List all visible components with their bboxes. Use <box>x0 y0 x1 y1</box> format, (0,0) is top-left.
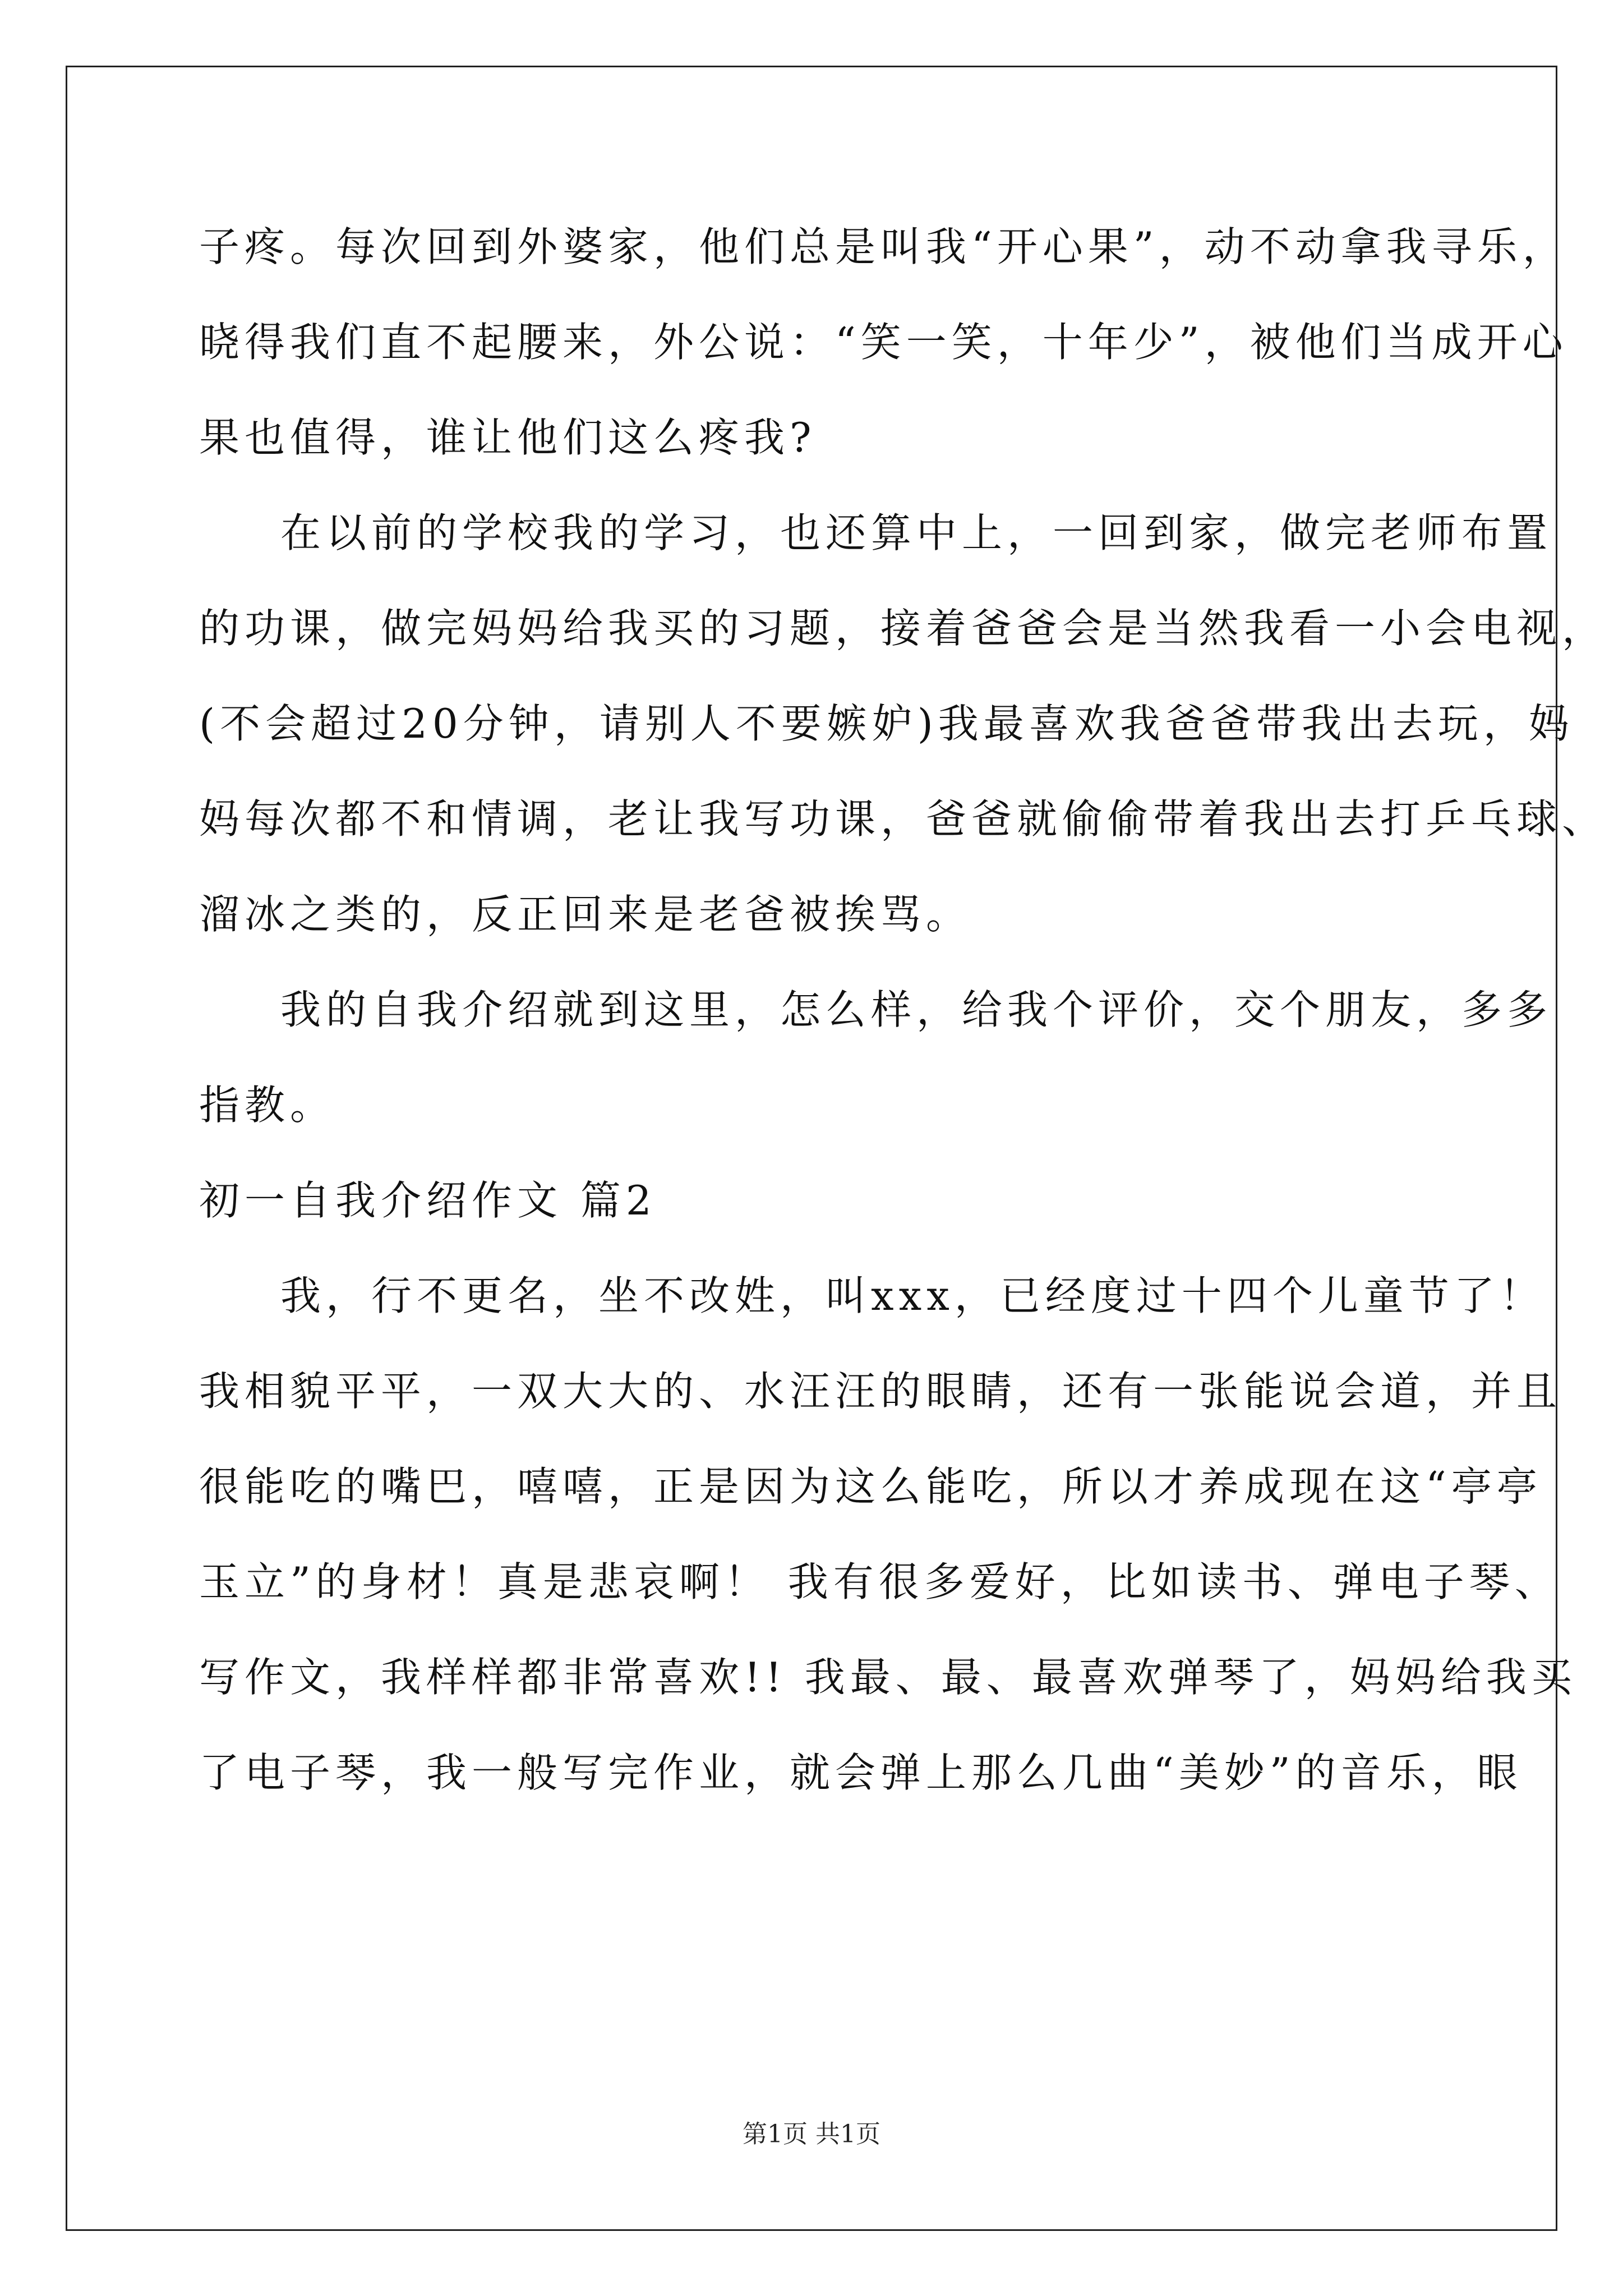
body-text-line: 我，行不更名，坐不改姓，叫xxx，已经度过十四个儿童节了！ <box>280 1272 1545 1319</box>
page-number-footer: 第1页 共1页 <box>743 2120 880 2148</box>
body-text-line: 我相貌平平，一双大大的、水汪汪的眼睛，还有一张能说会道，并且 <box>199 1368 1562 1415</box>
body-text-line: 写作文，我样样都非常喜欢!! 我最、最、最喜欢弹琴了，妈妈给我买 <box>199 1654 1577 1701</box>
section-heading: 初一自我介绍作文 篇2 <box>199 1177 657 1224</box>
body-text-line: (不会超过20分钟，请别人不要嫉妒)我最喜欢我爸爸带我出去玩，妈 <box>199 700 1574 747</box>
body-text-line: 溜冰之类的，反正回来是老爸被挨骂。 <box>199 891 972 938</box>
page-border <box>66 66 1557 2231</box>
body-text-line: 指教。 <box>199 1082 336 1129</box>
body-text-line: 子疼。每次回到外婆家，他们总是叫我“开心果”，动不动拿我寻乐， <box>199 223 1568 270</box>
body-text-line: 我的自我介绍就到这里，怎么样，给我个评价，交个朋友，多多 <box>280 986 1553 1033</box>
body-text-line: 了电子琴，我一般写完作业，就会弹上那么几曲“美妙”的音乐，眼 <box>199 1749 1523 1796</box>
body-text-line: 玉立”的身材！真是悲哀啊！ 我有很多爱好，比如读书、弹电子琴、 <box>199 1558 1560 1605</box>
body-text-line: 晓得我们直不起腰来，外公说：“笑一笑，十年少”，被他们当成开心 <box>199 319 1568 366</box>
body-text-line: 很能吃的嘴巴，嘻嘻，正是因为这么能吃，所以才养成现在这“亭亭 <box>199 1463 1542 1510</box>
body-text-line: 的功课，做完妈妈给我买的习题，接着爸爸会是当然我看一小会电视， <box>199 605 1608 652</box>
body-text-line: 果也值得，谁让他们这么疼我? <box>199 414 817 461</box>
body-text-line: 妈每次都不和情调，老让我写功课，爸爸就偷偷带着我出去打乒乓球、 <box>199 795 1608 843</box>
body-text-line: 在以前的学校我的学习，也还算中上，一回到家，做完老师布置 <box>280 509 1553 556</box>
